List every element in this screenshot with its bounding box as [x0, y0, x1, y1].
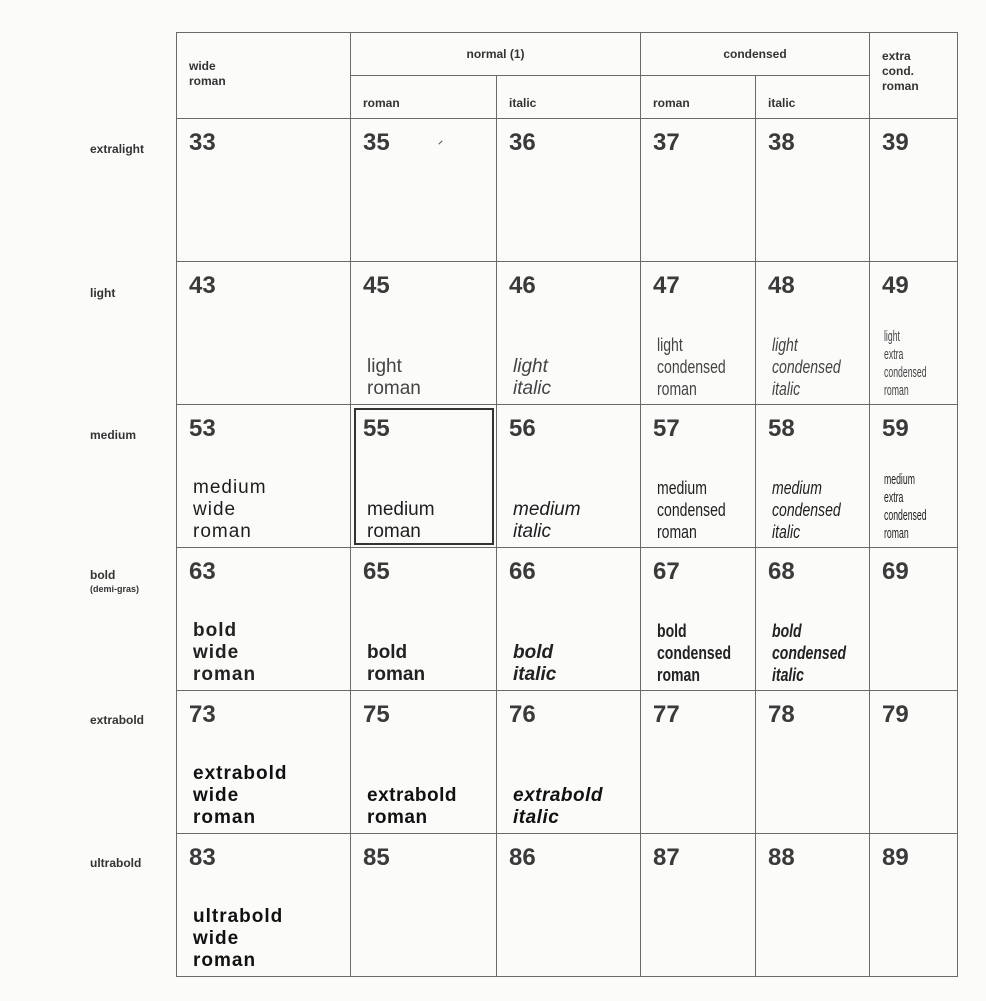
cell-description [657, 477, 726, 543]
row-label-medium: medium [90, 428, 137, 442]
description-line: italic [513, 378, 552, 399]
description-line: roman [367, 664, 426, 685]
description-line: italic [513, 664, 557, 685]
cell-number: 35 [363, 129, 390, 156]
description-line: medium [513, 499, 581, 520]
cell-48 [756, 262, 870, 405]
description-line: italic [513, 521, 552, 542]
cell-description [367, 356, 421, 400]
cell-number: 58 [768, 415, 795, 442]
cell-86 [497, 834, 641, 977]
description-line: condensed [657, 357, 726, 377]
cell-description [657, 620, 731, 686]
cell-68 [756, 548, 870, 691]
cell-89 [870, 834, 958, 977]
cell-number: 53 [189, 415, 216, 442]
cell-49 [870, 262, 958, 405]
cell-33 [177, 119, 351, 262]
cell-87 [641, 834, 756, 977]
cell-description [367, 785, 457, 829]
cell-66 [497, 548, 641, 691]
cell-description [884, 471, 927, 543]
header-normal-italic: italic [497, 76, 641, 119]
description-line: condensed [884, 507, 927, 524]
description-line: italic [513, 807, 560, 828]
cell-67 [641, 548, 756, 691]
description-line: roman [193, 807, 257, 828]
description-line: medium [657, 478, 707, 498]
description-line: wide [193, 499, 237, 520]
header-extra-cond-roman: extra cond. roman [870, 33, 958, 119]
cell-number: 36 [509, 129, 536, 156]
description-line: condensed [657, 500, 726, 520]
cell-number: 77 [653, 701, 680, 728]
cell-number: 57 [653, 415, 680, 442]
cell-number: 83 [189, 844, 216, 871]
cell-65 [351, 548, 497, 691]
cell-83 [177, 834, 351, 977]
description-line: extrabold [367, 785, 458, 806]
description-line: extra [884, 346, 904, 363]
weight-width-table [176, 32, 958, 977]
cell-number: 69 [882, 558, 909, 585]
cell-45 [351, 262, 497, 405]
cell-description [193, 906, 283, 972]
cell-39 [870, 119, 958, 262]
cell-75 [351, 691, 497, 834]
matrix-row-ultrabold [177, 834, 958, 977]
cell-number: 46 [509, 272, 536, 299]
description-line: bold [772, 621, 802, 641]
cell-38 [756, 119, 870, 262]
cell-53 [177, 405, 351, 548]
cell-description [772, 334, 841, 400]
cell-56 [497, 405, 641, 548]
cell-57 [641, 405, 756, 548]
cell-number: 33 [189, 129, 216, 156]
header-condensed-roman: roman [641, 76, 756, 119]
header-normal-group: normal (1) [351, 33, 641, 76]
matrix-row-extrabold [177, 691, 958, 834]
row-label-light: light [90, 286, 116, 300]
description-line: medium [884, 471, 915, 488]
cell-number: 89 [882, 844, 909, 871]
cell-number: 79 [882, 701, 909, 728]
description-line: condensed [884, 364, 927, 381]
cell-55 [351, 405, 497, 548]
description-line: extrabold [513, 785, 604, 806]
cell-description [367, 499, 435, 543]
description-line: roman [193, 664, 257, 685]
description-line: medium [772, 478, 822, 498]
description-line: italic [772, 522, 801, 542]
description-line: condensed [772, 357, 841, 377]
cell-number: 75 [363, 701, 390, 728]
description-line: condensed [772, 643, 847, 663]
cell-description [772, 620, 846, 686]
description-line: bold [367, 642, 408, 663]
row-label-bold: bold (demi-gras) [90, 568, 140, 594]
cell-85 [351, 834, 497, 977]
matrix-row-light [177, 262, 958, 405]
cell-number: 38 [768, 129, 795, 156]
description-line: roman [657, 379, 697, 399]
cell-number: 43 [189, 272, 216, 299]
cell-69 [870, 548, 958, 691]
cell-description [513, 499, 581, 543]
cell-number: 37 [653, 129, 680, 156]
cell-description [193, 620, 256, 686]
description-line: wide [193, 785, 240, 806]
cell-description [193, 763, 288, 829]
description-line: roman [193, 950, 257, 971]
cell-description [884, 328, 927, 400]
description-line: roman [367, 807, 428, 828]
description-line: roman [884, 525, 909, 542]
cell-description [513, 785, 603, 829]
matrix-row-bold [177, 548, 958, 691]
cell-number: 78 [768, 701, 795, 728]
description-line: light [657, 335, 683, 355]
cell-number: 66 [509, 558, 536, 585]
description-line: wide [193, 928, 240, 949]
cell-88 [756, 834, 870, 977]
cell-78 [756, 691, 870, 834]
description-line: bold [513, 642, 554, 663]
description-line: roman [657, 665, 700, 685]
description-line: roman [657, 522, 697, 542]
cell-43 [177, 262, 351, 405]
header-condensed-group: condensed [641, 33, 870, 76]
description-line: medium [193, 477, 267, 498]
cell-number: 45 [363, 272, 390, 299]
description-line: ultrabold [193, 906, 284, 927]
cell-number: 86 [509, 844, 536, 871]
cell-76 [497, 691, 641, 834]
cell-number: 39 [882, 129, 909, 156]
cell-number: 88 [768, 844, 795, 871]
cell-73 [177, 691, 351, 834]
cell-47 [641, 262, 756, 405]
cell-number: 68 [768, 558, 795, 585]
matrix-row-medium [177, 405, 958, 548]
cell-37 [641, 119, 756, 262]
row-sublabel-bold: (demi-gras) [90, 584, 140, 594]
matrix-row-extralight [177, 119, 958, 262]
header-condensed-italic: italic [756, 76, 870, 119]
cell-number: 85 [363, 844, 390, 871]
cell-description [772, 477, 841, 543]
cell-number: 65 [363, 558, 390, 585]
cell-36 [497, 119, 641, 262]
description-line: bold [193, 620, 238, 641]
cell-description [513, 642, 556, 686]
cell-description [193, 477, 267, 543]
cell-79 [870, 691, 958, 834]
header-wide-roman: wide roman [177, 33, 351, 119]
cell-59 [870, 405, 958, 548]
cell-number: 49 [882, 272, 909, 299]
description-line: condensed [657, 643, 732, 663]
cell-58 [756, 405, 870, 548]
cell-number: 76 [509, 701, 536, 728]
row-label-extrabold: extrabold [90, 713, 145, 727]
cell-77 [641, 691, 756, 834]
cell-number: 55 [363, 415, 390, 442]
description-line: light [884, 328, 900, 345]
description-line: roman [367, 378, 421, 399]
header-normal-roman: roman [351, 76, 497, 119]
description-line: medium [367, 499, 435, 520]
description-line: roman [884, 382, 909, 399]
row-label-extralight: extralight [90, 142, 145, 156]
description-line: wide [193, 642, 240, 663]
cell-46 [497, 262, 641, 405]
cell-number: 63 [189, 558, 216, 585]
description-line: extra [884, 489, 904, 506]
cell-number: 67 [653, 558, 680, 585]
description-line: light [772, 335, 798, 355]
description-line: bold [657, 621, 687, 641]
cell-description [657, 334, 726, 400]
description-line: italic [772, 379, 801, 399]
cell-35 [351, 119, 497, 262]
cell-number: 47 [653, 272, 680, 299]
description-line: light [367, 356, 402, 377]
cell-63 [177, 548, 351, 691]
description-line: roman [367, 521, 421, 542]
description-line: extrabold [193, 763, 288, 784]
cell-number: 59 [882, 415, 909, 442]
cell-number: 56 [509, 415, 536, 442]
cell-number: 48 [768, 272, 795, 299]
description-line: roman [193, 521, 252, 542]
cell-description [367, 642, 425, 686]
description-line: italic [772, 665, 805, 685]
row-label-ultrabold: ultrabold [90, 856, 142, 870]
cell-number: 87 [653, 844, 680, 871]
description-line: light [513, 356, 548, 377]
cell-description [513, 356, 551, 400]
cell-number: 73 [189, 701, 216, 728]
description-line: condensed [772, 500, 841, 520]
